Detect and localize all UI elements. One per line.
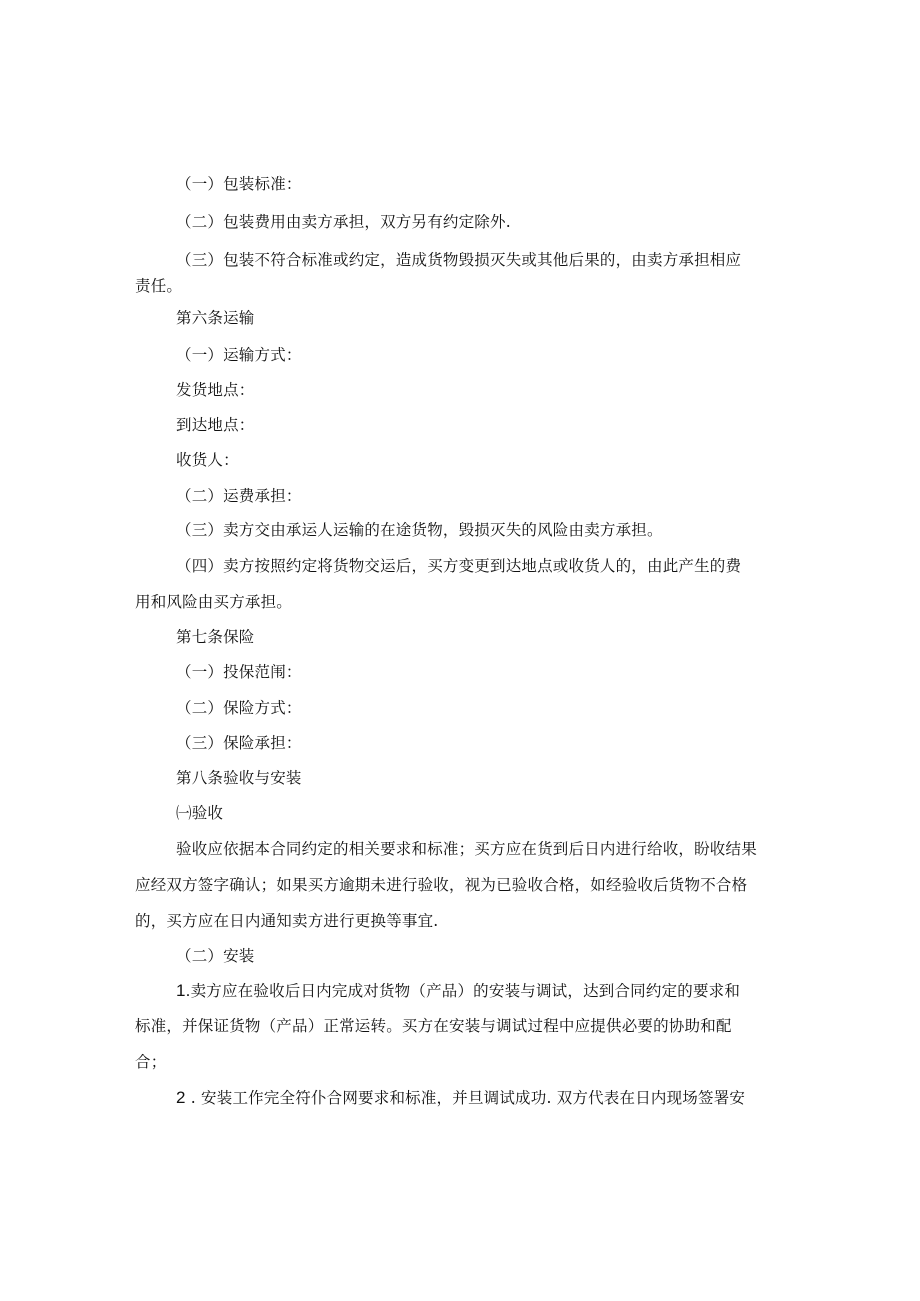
acceptance-paragraph-line-1: 验收应依据本合同约定的相关要求和标准；买方应在货到后日内进行给收，盼收结果 <box>176 840 757 858</box>
acceptance-paragraph-line-3: 的，买方应在日内通知卖方进行更换等事宜. <box>135 912 439 930</box>
transit-risk-item: （三）卖方交由承运人运输的在途货物，毁损灭失的风险由卖方承担。 <box>176 521 663 539</box>
freight-cost-item: （二）运费承担： <box>176 487 302 505</box>
acceptance-paragraph-line-2: 应经双方签字确认；如果买方逾期未进行验收，视为已验收合格，如经验收后货物不合格 <box>135 876 748 894</box>
insurance-scope-item: （一）投保范闱： <box>176 663 302 681</box>
installation-item-1-line-1 <box>176 981 740 1001</box>
transport-method-item: （一）运输方式： <box>176 346 302 364</box>
arrival-place-field: 到达地点： <box>176 416 255 434</box>
packaging-liability-continuation: 责任。 <box>135 277 183 295</box>
article-8-heading: 第八条验收与安装 <box>176 769 302 787</box>
list-number-1: 1. <box>176 981 191 1000</box>
installation-item-2-text: . 安装工作完全符仆合网要求和标准，并旦调试成功. 双方代表在日内现场签署安 <box>190 1089 746 1107</box>
insurance-method-item: （二）保险方式： <box>176 699 302 717</box>
consignee-field: 收货人： <box>176 451 239 469</box>
packaging-liability-item: （三）包装不符合标准或约定，造成货物毁损灭失或其他后果的，由卖方承担相应 <box>176 251 742 269</box>
installation-item-1-text: 卖方应在验收后日内完成对货物（产品）的安装与调试，达到合同约定的要求和 <box>190 982 741 1000</box>
destination-change-item: （四）卖方按照约定将货物交运后，买方变更到达地点或收货人的，由此产生的费 <box>176 557 742 575</box>
list-number-2: 2 <box>176 1088 186 1107</box>
packaging-standard-item: （一）包装标准： <box>176 175 302 193</box>
installation-item-2-line-1 <box>176 1088 745 1108</box>
installation-item-1-line-2: 标准，并保证货物（产品）正常运转。买方在安装与调试过程中应提供必要的协助和配 <box>135 1017 732 1035</box>
destination-change-continuation: 用和风险由买方承担。 <box>135 593 293 611</box>
installation-item-1-line-3: 合； <box>135 1053 167 1071</box>
article-6-heading: 第六条运输 <box>176 309 255 327</box>
installation-subheading: （二）安装 <box>176 947 255 965</box>
insurance-bearer-item: （三）保险承担： <box>176 734 302 752</box>
shipping-place-field: 发货地点： <box>176 381 255 399</box>
packaging-cost-item: （二）包装费用由卖方承担，双方另有约定除外. <box>176 213 511 231</box>
article-7-heading: 第七条保险 <box>176 628 255 646</box>
acceptance-subheading: ㈠验收 <box>176 804 224 822</box>
